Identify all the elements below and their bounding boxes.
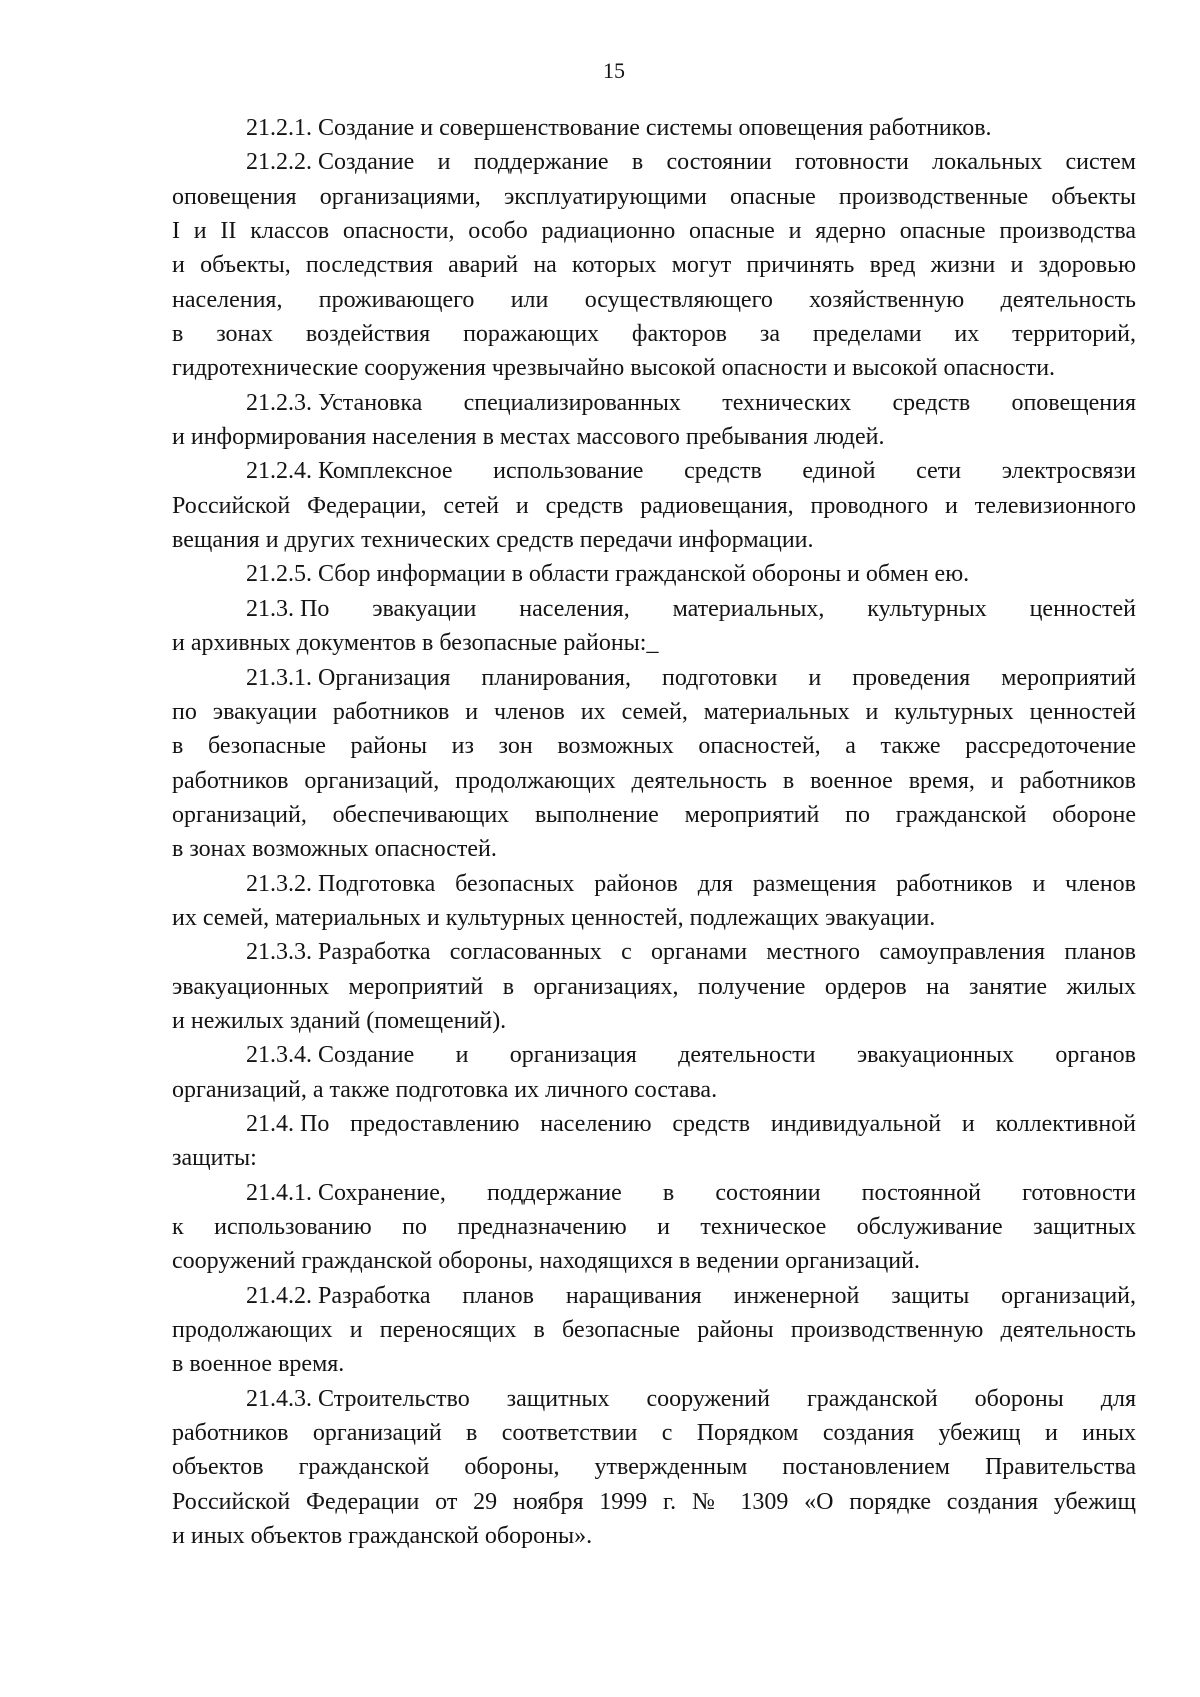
paragraph-line: оповещения организациями, эксплуатирующими опасные производственные объекты	[172, 183, 1136, 210]
paragraph-line: населения, проживающего или осуществляющего хозяйственную деятельность	[172, 286, 1136, 313]
paragraph-21-3-2	[172, 867, 1136, 936]
paragraph-21-2-1	[172, 111, 1136, 145]
paragraph-first-line	[172, 145, 1136, 179]
paragraph-line: эвакуационных мероприятий в организациях, получение ордеров на занятие жилых	[172, 973, 1136, 1000]
paragraph-first-line	[172, 557, 1136, 591]
clause-text: Создание и совершенствование системы оповещения работников.	[318, 115, 992, 141]
paragraph-21-2-5	[172, 557, 1136, 591]
document-body	[172, 111, 1136, 1553]
paragraph-first-line	[172, 111, 1136, 145]
paragraph-line: объектов гражданской обороны, утвержденным постановлением Правительства	[172, 1454, 1136, 1481]
paragraph-line: Российской Федерации, сетей и средств радиовещания, проводного и телевизионного	[172, 492, 1136, 519]
clause-number: 21.4.2.	[246, 1282, 312, 1309]
paragraph-line: в военное время.	[172, 1351, 345, 1378]
paragraph-21-2-4	[172, 454, 1136, 557]
paragraph-line: Российской Федерации от 29 ноября 1999 г. № 1309 «О порядке создания убежищ	[172, 1488, 1136, 1515]
clause-number: 21.3.3.	[246, 939, 312, 966]
paragraph-line: организаций, обеспечивающих выполнение мероприятий по гражданской обороне	[172, 801, 1136, 828]
clause-text: Строительство защитных сооружений гражданской обороны для	[318, 1385, 1136, 1412]
paragraph-line: в зонах воздействия поражающих факторов за пределами их территорий,	[172, 321, 1136, 348]
paragraph-first-line	[172, 1279, 1136, 1313]
paragraph-first-line	[172, 1382, 1136, 1416]
clause-number: 21.3.	[246, 595, 294, 622]
clause-text: Создание и организация деятельности эвакуационных органов	[318, 1042, 1136, 1069]
paragraph-line: сооружений гражданской обороны, находящихся в ведении организаций.	[172, 1248, 920, 1275]
paragraph-first-line	[172, 592, 1136, 626]
paragraph-21-4-3	[172, 1382, 1136, 1554]
clause-text: Подготовка безопасных районов для размещения работников и членов	[318, 870, 1136, 897]
paragraph-line: и иных объектов гражданской обороны».	[172, 1523, 593, 1550]
paragraph-line: их семей, материальных и культурных ценностей, подлежащих эвакуации.	[172, 904, 936, 931]
clause-number: 21.2.3.	[246, 389, 312, 416]
paragraph-first-line	[172, 1038, 1136, 1072]
clause-text: Создание и поддержание в состоянии готовности локальных систем	[318, 149, 1136, 176]
paragraph-line: и архивных документов в безопасные районы:_	[172, 630, 659, 657]
paragraph-first-line	[172, 935, 1136, 969]
paragraph-21-3-3	[172, 935, 1136, 1038]
clause-number: 21.4.1.	[246, 1179, 312, 1206]
clause-text: Комплексное использование средств единой сети электросвязи	[318, 458, 1136, 485]
paragraph-line: в безопасные районы из зон возможных опасностей, а также рассредоточение	[172, 733, 1136, 760]
paragraph-21-2-2	[172, 145, 1136, 385]
paragraph-line: работников организаций, продолжающих деятельность в военное время, и работников	[172, 767, 1136, 794]
paragraph-line: гидротехнические сооружения чрезвычайно высокой опасности и высокой опасности.	[172, 355, 1056, 382]
clause-number: 21.3.4.	[246, 1042, 312, 1069]
paragraph-first-line	[172, 867, 1136, 901]
clause-text: Разработка планов наращивания инженерной защиты организаций,	[318, 1282, 1136, 1309]
paragraph-line: организаций, а также подготовка их личного состава.	[172, 1076, 718, 1103]
paragraph-line: и объекты, последствия аварий на которых могут причинять вред жизни и здоровью	[172, 252, 1136, 279]
clause-number: 21.4.	[246, 1110, 294, 1137]
paragraph-first-line	[172, 1107, 1136, 1141]
clause-number: 21.3.2.	[246, 870, 312, 897]
paragraph-line: в зонах возможных опасностей.	[172, 836, 497, 863]
paragraph-line: I и II классов опасности, особо радиационно опасные и ядерно опасные производства	[172, 218, 1136, 245]
paragraph-line: работников организаций в соответствии с Порядком создания убежищ и иных	[172, 1420, 1136, 1447]
paragraph-line: и нежилых зданий (помещений).	[172, 1007, 507, 1034]
paragraph-first-line	[172, 386, 1136, 420]
paragraph-21-4	[172, 1107, 1136, 1176]
clause-text: Разработка согласованных с органами местного самоуправления планов	[318, 939, 1136, 966]
clause-number: 21.4.3.	[246, 1385, 312, 1412]
clause-number: 21.2.5.	[246, 561, 312, 588]
clause-number: 21.2.1.	[246, 115, 312, 141]
clause-text: Сохранение, поддержание в состоянии постоянной готовности	[318, 1179, 1136, 1206]
clause-number: 21.3.1.	[246, 664, 312, 691]
paragraph-line: и информирования населения в местах массового пребывания людей.	[172, 424, 885, 451]
paragraph-line: по эвакуации работников и членов их семей, материальных и культурных ценностей	[172, 698, 1136, 725]
paragraph-line: вещания и других технических средств передачи информации.	[172, 527, 814, 554]
paragraph-line: защиты:	[172, 1145, 257, 1172]
paragraph-first-line	[172, 1176, 1136, 1210]
paragraph-21-3	[172, 592, 1136, 661]
clause-number: 21.2.4.	[246, 458, 312, 485]
clause-text: Сбор информации в области гражданской обороны и обмен ею.	[318, 561, 970, 588]
clause-text: Организация планирования, подготовки и проведения мероприятий	[318, 664, 1136, 691]
paragraph-21-4-2	[172, 1279, 1136, 1382]
paragraph-line: к использованию по предназначению и техническое обслуживание защитных	[172, 1214, 1136, 1240]
clause-number: 21.2.2.	[246, 149, 312, 176]
clause-text: По предоставлению населению средств индивидуальной и коллективной	[300, 1110, 1136, 1137]
clause-text: Установка специализированных технических средств оповещения	[318, 389, 1136, 416]
page-number: 15	[603, 58, 625, 83]
paragraph-line: продолжающих и переносящих в безопасные районы производственную деятельность	[172, 1317, 1136, 1344]
paragraph-first-line	[172, 454, 1136, 488]
paragraph-21-3-4	[172, 1038, 1136, 1107]
paragraph-first-line	[172, 661, 1136, 695]
clause-text: По эвакуации населения, материальных, культурных ценностей	[300, 595, 1136, 622]
paragraph-21-2-3	[172, 386, 1136, 455]
paragraph-21-4-1	[172, 1176, 1136, 1279]
paragraph-21-3-1	[172, 661, 1136, 867]
